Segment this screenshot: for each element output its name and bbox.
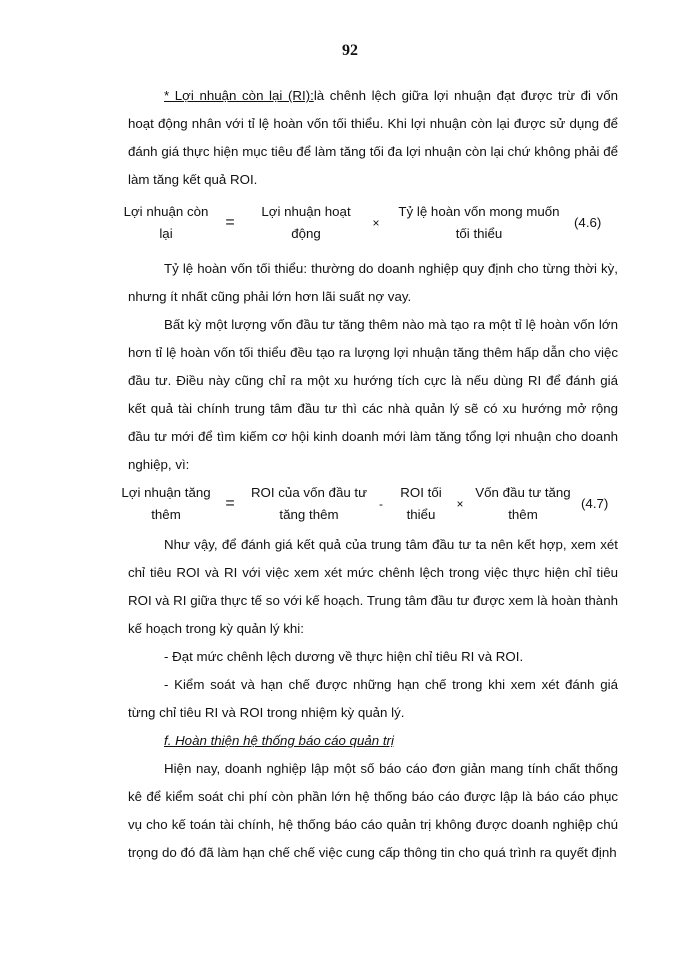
paragraph-reports: Hiện nay, doanh nghiệp lập một số báo cáo đơn giản mang tính chất thống kê để kiểm soát chi phí còn phần lớn hệ thống báo cáo được lập là báo cáo phục vụ cho kế toán tài chính, hệ thống báo cáo quản trị không được doanh nghiệp chú trọng do đó đã làm hạn chế chế việc cung cấp thông tin cho quá trình ra quyết định	[128, 761, 618, 860]
formula-4-7	[121, 479, 626, 529]
formula-1-equals: =	[225, 214, 235, 231]
formula-2-term-roi-min: ROI tối thiểu	[400, 485, 442, 522]
formula-1-term-min-rate: Tỷ lệ hoàn vốn mong muốn tối thiểu	[398, 204, 560, 241]
formula-4-6	[122, 194, 622, 252]
formula-1-term-operating-profit: Lợi nhuận hoạt động	[261, 204, 351, 241]
formula-1-number: (4.6)	[574, 215, 602, 230]
formula-2-term-roi-added: ROI của vốn đầu tư tăng thêm	[250, 485, 368, 522]
paragraph-min-rate: Tỷ lệ hoàn vốn tối thiểu: thường do doanh nghiệp quy định cho từng thời kỳ, nhưng ít nhất cũng phải lớn hơn lãi suất nợ vay.	[128, 261, 618, 304]
ri-definition-text: là chênh lệch giữa lợi nhuận đạt được trừ đi vốn hoạt động nhân với tỉ lệ hoàn vốn tối thiểu. Khi lợi nhuận còn lại được sử dụng để đánh giá thực hiện mục tiêu để làm tăng tối đa lợi nhuận còn lại chứ không phải để làm tăng kết quả ROI.	[128, 88, 618, 187]
bullet-control-limits: - Kiểm soát và hạn chế được những hạn chế trong khi xem xét đánh giá từng chỉ tiêu RI và ROI trong nhiệm kỳ quản lý.	[128, 677, 618, 720]
formula-2-number: (4.7)	[581, 496, 609, 511]
paragraph-any-capital: Bất kỳ một lượng vốn đầu tư tăng thêm nào mà tạo ra một tỉ lệ hoàn vốn lớn hơn tỉ lệ hoàn vốn tối thiểu đều tạo ra lượng lợi nhuận tăng thêm hấp dẫn cho việc đầu tư. Điều này cũng chỉ ra một xu hướng tích cực là nếu dùng RI để đánh giá kết quả tài chính trung tâm đầu tư thì các nhà quản lý sẽ có xu hướng mở rộng đầu tư mới để tìm kiếm cơ hội kinh doanh mới làm tăng tổng lợi nhuận cho doanh nghiệp, vì:	[128, 317, 618, 472]
page-number: 92	[342, 42, 358, 59]
paragraph-ri-definition	[128, 82, 618, 194]
ri-term-label: * Lợi nhuận còn lại (RI):	[164, 88, 314, 103]
bullet-positive-variance: - Đạt mức chênh lệch dương về thực hiện chỉ tiêu RI và ROI.	[164, 649, 524, 664]
formula-2-times: ×	[456, 497, 464, 511]
formula-2-term-added-capital: Vốn đầu tư tăng thêm	[475, 485, 571, 522]
section-heading-f	[128, 727, 618, 755]
page-body	[121, 82, 618, 867]
formula-1-lhs: Lợi nhuận còn lại	[123, 204, 209, 241]
paragraph-thus: Như vậy, để đánh giá kết quả của trung tâm đầu tư ta nên kết hợp, xem xét chỉ tiêu ROI và RI với việc xem xét mức chênh lệch trong việc thực hiện chỉ tiêu ROI và RI giữa thực tế so với kế hoạch. Trung tâm đầu tư được xem là hoàn thành kế hoạch trong kỳ quản lý khi:	[128, 537, 618, 636]
formula-1-times: ×	[372, 216, 380, 230]
section-heading-text: f. Hoàn thiện hệ thống báo cáo quản trị	[164, 733, 394, 748]
formula-2-lhs: Lợi nhuận tăng thêm	[121, 485, 211, 522]
formula-2-equals: =	[225, 495, 235, 512]
formula-2-minus: -	[379, 497, 383, 511]
